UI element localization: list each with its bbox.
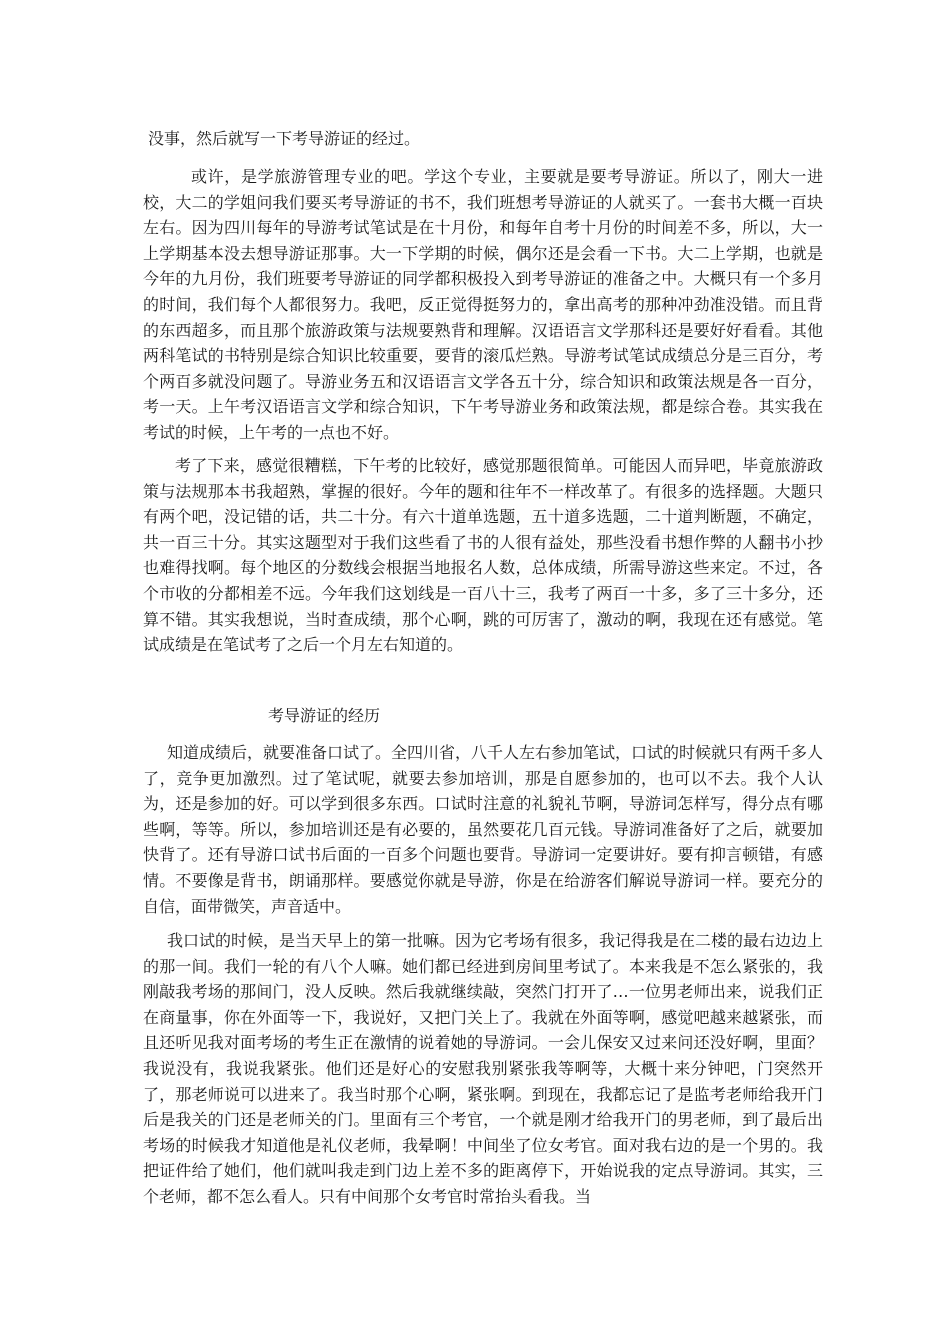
paragraph-1: 或许，是学旅游管理专业的吧。学这个专业，主要就是要考导游证。所以了，刚大一进校，大二的学姐问我们要买考导游证的书不，我们班想考导游证的人就买了。一套书大概一百块左右。因为四川每年的导游考试笔试是在十月份，和每年自考十月份的时间差不多，所以，大一上学期基本没去想导游证那事。大一下学期的时候，偶尔还是会看一下书。大二上学期，也就是今年的九月份，我们班要考导游证的同学都积极投入到考导游证的准备之中。大概只有一个多月的时间，我们每个人都很努力。我吧，反正觉得挺努力的，拿出高考的那种冲劲准没错。而且背的东西超多，而且那个旅游政策与法规要熟背和理解。汉语语言文学那科还是要好好看看。其他两科笔试的书特别是综合知识比较重要，要背的滚瓜烂熟。导游考试笔试成绩总分是三百分，考个两百多就没问题了。导游业务五和汉语语言文学各五十分，综合知识和政策法规是各一百分，考一天。上午考汉语语言文学和综合知识，下午考导游业务和政策法规，都是综合卷。其实我在考试的时候，上午考的一点也不好。 [143,167,823,442]
intro-line: 没事，然后就写一下考导游证的经过。 [148,129,421,148]
paragraph-4: 我口试的时候，是当天早上的第一批嘛。因为它考场有很多，我记得我是在二楼的最右边边上的那一间。我们一轮的有八个人嘛。她们都已经进到房间里考试了。本来我是不怎么紧张的，我刚敲我考场的那间门，没人反映。然后我就继续敲，突然门打开了…一位男老师出来，说我们正在商量事，你在外面等一下，我说好，又把门关上了。我就在外面等啊，感觉吧越来越紧张，而且还听见我对面考场的考生正在激情的说着她的导游词。一会儿保安又过来问还没好啊，里面？我说没有，我说我紧张。他们还是好心的安慰我别紧张我等啊等，大概十来分钟吧，门突然开了，那老师说可以进来了。我当时那个心啊，紧张啊。到现在，我都忘记了是监考老师给我开门后是我关的门还是老师关的门。里面有三个考官，一个就是刚才给我开门的男老师，到了最后出考场的时候我才知道他是礼仪老师，我晕啊！中间坐了位女考官。面对我右边的是一个男的。我把证件给了她们，他们就叫我走到门边上差不多的距离停下，开始说我的定点导游词。其实，三个老师，都不怎么看人。只有中间那个女考官时常抬头看我。当 [143,931,824,1206]
section-heading: 考导游证的经历 [268,706,381,725]
paragraph-2: 考了下来，感觉很糟糕，下午考的比较好，感觉那题很简单。可能因人而异吧，毕竟旅游政策与法规那本书我超熟，掌握的很好。今年的题和往年不一样改革了。有很多的选择题。大题只有两个吧，没记错的话，共二十分。有六十道单选题，五十道多选题，二十道判断题，不确定，共一百三十分。其实这题型对于我们这些看了书的人很有益处，那些没看书想作弊的人翻书小抄也难得找啊。每个地区的分数线会根据当地报名人数，总体成绩，所需导游这些来定。不过，各个市收的分都相差不远。今年我们这划线是一百八十三，我考了两百一十多，多了三十多分，还算不错。其实我想说，当时查成绩，那个心啊，跳的可厉害了，激动的啊，我现在还有感觉。笔试成绩是在笔试考了之后一个月左右知道的。 [143,456,823,655]
paragraph-3: 知道成绩后，就要准备口试了。全四川省，八千人左右参加笔试，口试的时候就只有两千多人了，竞争更加激烈。过了笔试呢，就要去参加培训，那是自愿参加的，也可以不去。我个人认为，还是参加的好。可以学到很多东西。口试时注意的礼貌礼节啊，导游词怎样写，得分点有哪些啊，等等。所以，参加培训还是有必要的，虽然要花几百元钱。导游词准备好了之后，就要加快背了。还有导游口试书后面的一百多个问题也要背。导游词一定要讲好。要有抑言顿错，有感情。不要像是背书，朗诵那样。要感觉你就是导游，你是在给游客们解说导游词一样。要充分的自信，面带微笑，声音适中。 [143,743,824,916]
